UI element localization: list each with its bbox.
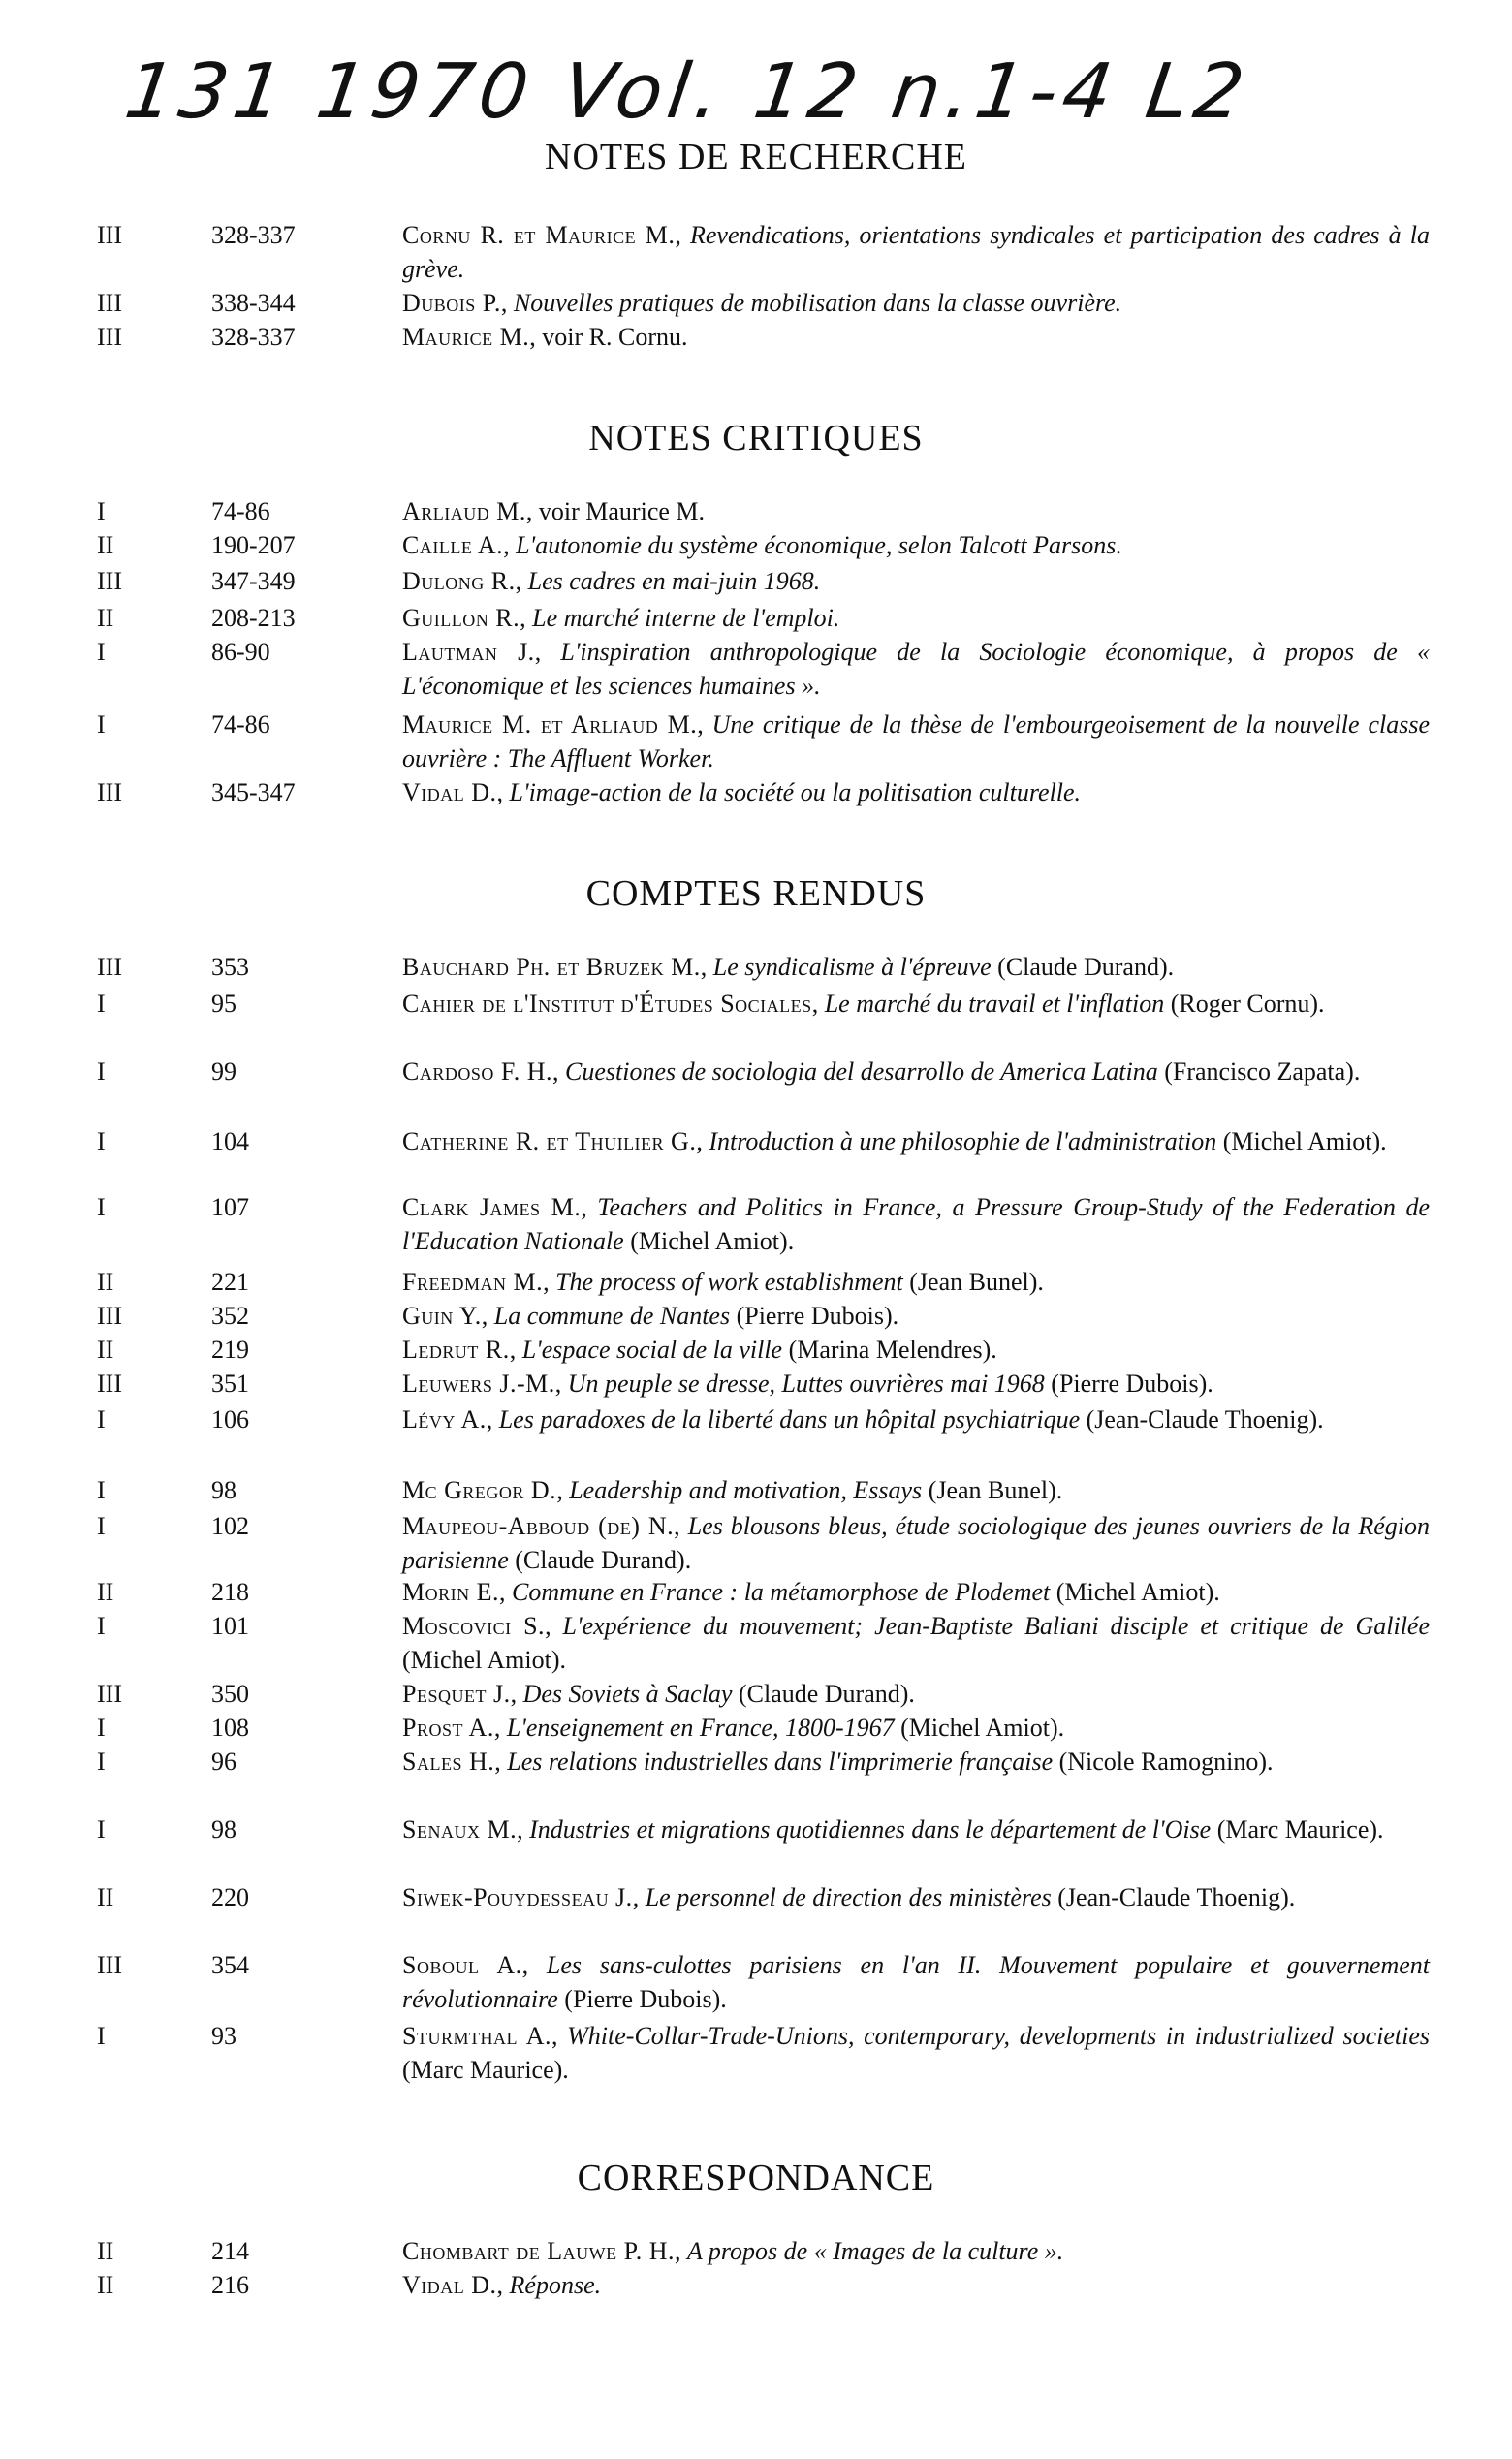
entry-text — [402, 1575, 1430, 1609]
author-name: Senaux M. — [402, 1815, 518, 1844]
reviewer-or-note: (Jean-Claude Thoenig). — [1051, 1883, 1296, 1911]
author-name: Bauchard Ph. et Bruzek M. — [402, 953, 701, 981]
section-title: NOTES DE RECHERCHE — [545, 137, 967, 177]
volume-number: III — [97, 289, 122, 317]
separator: , — [529, 323, 543, 351]
author-name: Maurice M. et Arliaud M. — [402, 710, 698, 739]
reviewer-or-note: (Jean Bunel). — [922, 1476, 1063, 1504]
volume-number: I — [97, 497, 106, 525]
page-range: 106 — [211, 1405, 249, 1434]
volume-number: II — [97, 2271, 114, 2299]
reviewer-or-note: (Michel Amiot). — [1050, 1578, 1220, 1606]
work-title: Les blousons bleus, étude sociologique des jeunes ouvriers de la Région parisienne — [402, 1512, 1431, 1574]
entry-text — [402, 708, 1430, 775]
volume-number: I — [97, 990, 106, 1018]
entry-text — [402, 1711, 1430, 1745]
reviewer-or-note: (Pierre Dubois). — [1044, 1370, 1213, 1398]
work-title: Un peuple se dresse, Luttes ouvrières mai 1968 — [567, 1370, 1045, 1398]
entry-text — [402, 528, 1430, 562]
page-range: 86-90 — [211, 638, 270, 666]
work-title: L'image-action de la société ou la politisation culturelle. — [509, 778, 1082, 806]
author-name: Freedman M. — [402, 1268, 544, 1296]
separator: , — [500, 289, 514, 317]
volume-number: II — [97, 604, 114, 632]
page-range: 102 — [211, 1512, 249, 1540]
author-name: Sales H. — [402, 1748, 495, 1776]
entry-text — [402, 2234, 1430, 2268]
work-title: Une critique de la thèse de l'embourgeoisement de la nouvelle classe ouvrière : The Affluent Worker. — [402, 710, 1430, 772]
handwritten-reference: 131 1970 Vol. 12 n.1-4 L2 — [119, 48, 1255, 136]
page-range: 219 — [211, 1336, 249, 1364]
volume-number: I — [97, 1815, 106, 1844]
author-name: Dulong R. — [402, 567, 516, 595]
author-name: Dubois P. — [402, 289, 501, 317]
reviewer-or-note: voir Maurice M. — [538, 497, 706, 525]
separator: , — [675, 221, 690, 249]
reviewer-or-note: (Claude Durand). — [991, 953, 1175, 981]
separator: , — [674, 2237, 687, 2265]
page-range: 107 — [211, 1193, 249, 1221]
reviewer-or-note: (Nicole Ramognino). — [1053, 1748, 1274, 1776]
volume-number: II — [97, 2237, 114, 2265]
volume-number: III — [97, 778, 122, 806]
entry-text — [402, 1265, 1430, 1299]
author-name: Cardoso F. H. — [402, 1057, 553, 1086]
author-name: Mc Gregor D. — [402, 1476, 557, 1504]
entry-text — [402, 2268, 1430, 2302]
page-range: 221 — [211, 1268, 249, 1296]
page-range: 93 — [211, 2022, 236, 2050]
volume-number: I — [97, 1714, 106, 1742]
reviewer-or-note: (Francisco Zapata). — [1157, 1057, 1361, 1086]
work-title: Cuestiones de sociologia del desarrollo de America Latina — [565, 1057, 1158, 1086]
entry-text — [402, 601, 1430, 635]
volume-number: III — [97, 323, 122, 351]
volume-number: III — [97, 221, 122, 249]
work-title: L'inspiration anthropologique de la Sociologie économique, à propos de « L'économique et les sciences humaines ». — [402, 638, 1430, 700]
volume-number: III — [97, 567, 122, 595]
page-range: 347-349 — [211, 567, 296, 595]
volume-number: II — [97, 531, 114, 559]
separator: , — [525, 497, 539, 525]
entry-text — [402, 1124, 1430, 1158]
volume-number: I — [97, 1748, 106, 1776]
entry-text — [402, 987, 1430, 1021]
entry-text — [402, 320, 1430, 354]
author-name: Pesquet J. — [402, 1680, 511, 1708]
reviewer-or-note: (Claude Durand). — [732, 1680, 915, 1708]
author-name: Clark James M. — [402, 1193, 582, 1221]
volume-number: III — [97, 1370, 122, 1398]
author-name: Ledrut R. — [402, 1336, 510, 1364]
separator: , — [510, 1680, 523, 1708]
volume-number: II — [97, 1268, 114, 1296]
entry-text — [402, 1367, 1430, 1401]
volume-number: III — [97, 953, 122, 981]
page-range: 104 — [211, 1127, 249, 1155]
author-name: Morin E. — [402, 1578, 499, 1606]
separator: , — [509, 1336, 522, 1364]
author-name: Maurice M. — [402, 323, 530, 351]
volume-number: I — [97, 1193, 106, 1221]
separator: , — [581, 1193, 598, 1221]
separator: , — [554, 1370, 568, 1398]
separator: , — [499, 1578, 512, 1606]
entry-text — [402, 1403, 1430, 1436]
separator: , — [545, 1612, 563, 1640]
separator: , — [696, 1127, 709, 1155]
work-title: Commune en France : la métamorphose de Plodemet — [512, 1578, 1051, 1606]
entry-text — [402, 635, 1430, 703]
entry-text — [402, 775, 1430, 809]
reviewer-or-note: (Marina Melendres). — [782, 1336, 997, 1364]
entry-text — [402, 1745, 1430, 1779]
entry-text — [402, 1509, 1430, 1577]
volume-number: I — [97, 1512, 106, 1540]
author-name: Arliaud M. — [402, 497, 526, 525]
section-title: COMPTES RENDUS — [585, 873, 927, 914]
author-name: Siwek-Pouydesseau J. — [402, 1883, 633, 1911]
reviewer-or-note: (Jean-Claude Thoenig). — [1080, 1405, 1324, 1434]
reviewer-or-note: (Pierre Dubois). — [557, 1985, 727, 2013]
work-title: Les relations industrielles dans l'imprimerie française — [507, 1748, 1054, 1776]
volume-number: I — [97, 1405, 106, 1434]
volume-number: III — [97, 1302, 122, 1330]
entry-text — [402, 950, 1430, 984]
author-name: Catherine R. et Thuilier G. — [402, 1127, 697, 1155]
author-name: Cahier de l'Institut d'Études Sociales — [402, 990, 812, 1018]
author-name: Chombart de Lauwe P. H. — [402, 2237, 675, 2265]
separator: , — [534, 638, 561, 666]
separator: , — [674, 1512, 688, 1540]
separator: , — [551, 2022, 568, 2050]
separator: , — [556, 1476, 570, 1504]
author-name: Vidal D. — [402, 2271, 497, 2299]
page-range: 351 — [211, 1370, 249, 1398]
volume-number: I — [97, 1127, 106, 1155]
entry-text — [402, 1677, 1430, 1711]
volume-number: II — [97, 1883, 114, 1911]
page-range: 98 — [211, 1476, 236, 1504]
section-title: NOTES CRITIQUES — [588, 418, 924, 458]
work-title: La commune de Nantes — [493, 1302, 731, 1330]
separator: , — [481, 1302, 494, 1330]
volume-number: I — [97, 710, 106, 739]
page-range: 345-347 — [211, 778, 296, 806]
reviewer-or-note: (Jean Bunel). — [902, 1268, 1044, 1296]
entry-text — [402, 1055, 1430, 1088]
entry-text — [402, 218, 1430, 286]
author-name: Maupeou-Abboud (de) N. — [402, 1512, 675, 1540]
separator: , — [811, 990, 825, 1018]
separator: , — [543, 1268, 556, 1296]
reviewer-or-note: (Michel Amiot). — [402, 1646, 566, 1674]
entry-text — [402, 494, 1430, 528]
work-title: Le personnel de direction des ministères — [645, 1883, 1052, 1911]
work-title: L'espace social de la ville — [521, 1336, 783, 1364]
volume-number: II — [97, 1336, 114, 1364]
separator: , — [503, 531, 517, 559]
author-name: Soboul A. — [402, 1951, 522, 1979]
author-name: Cornu R. et Maurice M. — [402, 221, 676, 249]
volume-number: I — [97, 1612, 106, 1640]
page-range: 350 — [211, 1680, 249, 1708]
section-title: CORRESPONDANCE — [577, 2158, 935, 2198]
work-title: Industries et migrations quotidiennes dans le département de l'Oise — [529, 1815, 1212, 1844]
reviewer-or-note: (Michel Amiot). — [1216, 1127, 1387, 1155]
work-title: Le marché du travail et l'inflation — [824, 990, 1165, 1018]
author-name: Guin Y. — [402, 1302, 482, 1330]
volume-number: III — [97, 1951, 122, 1979]
work-title: Des Soviets à Saclay — [522, 1680, 733, 1708]
work-title: Nouvelles pratiques de mobilisation dans la classe ouvrière. — [513, 289, 1122, 317]
work-title: L'enseignement en France, 1800-1967 — [506, 1714, 895, 1742]
work-title: Revendications, orientations syndicales et participation des cadres à la grève. — [402, 221, 1430, 283]
page-range: 190-207 — [211, 531, 296, 559]
page-range: 328-337 — [211, 221, 296, 249]
entry-text — [402, 564, 1430, 598]
entry-text — [402, 1813, 1430, 1846]
separator: , — [496, 778, 510, 806]
entry-text — [402, 1190, 1430, 1258]
work-title: Introduction à une philosophie de l'administration — [709, 1127, 1217, 1155]
page-range: 214 — [211, 2237, 249, 2265]
page-range: 101 — [211, 1612, 249, 1640]
separator: , — [697, 710, 712, 739]
page-range: 352 — [211, 1302, 249, 1330]
entry-text — [402, 1948, 1430, 2016]
work-title: The process of work establishment — [555, 1268, 903, 1296]
work-title: White-Collar-Trade-Unions, contemporary, developments in industrialized societies — [567, 2022, 1430, 2050]
author-name: Leuwers J.-M. — [402, 1370, 555, 1398]
reviewer-or-note: (Michel Amiot). — [623, 1227, 795, 1255]
page-range: 74-86 — [211, 497, 270, 525]
work-title: A propos de « Images de la culture ». — [686, 2237, 1064, 2265]
author-name: Prost A. — [402, 1714, 494, 1742]
separator: , — [632, 1883, 646, 1911]
entry-text — [402, 2019, 1430, 2087]
page-range: 95 — [211, 990, 236, 1018]
page-range: 99 — [211, 1057, 236, 1086]
work-title: Les paradoxes de la liberté dans un hôpital psychiatrique — [498, 1405, 1081, 1434]
entry-text — [402, 1609, 1430, 1677]
entry-text — [402, 1299, 1430, 1333]
separator: , — [520, 604, 533, 632]
separator: , — [493, 1714, 507, 1742]
entry-text — [402, 1473, 1430, 1507]
work-title: Les sans-culottes parisiens en l'an II. Mouvement populaire et gouvernement révolutionnaire — [402, 1951, 1430, 2013]
separator: , — [521, 1951, 547, 1979]
author-name: Lévy A. — [402, 1405, 487, 1434]
separator: , — [494, 1748, 508, 1776]
page-range: 218 — [211, 1578, 249, 1606]
work-title: Les cadres en mai-juin 1968. — [527, 567, 821, 595]
entry-text — [402, 286, 1430, 320]
author-name: Guillon R. — [402, 604, 520, 632]
reviewer-or-note: (Pierre Dubois). — [730, 1302, 899, 1330]
work-title: L'expérience du mouvement; Jean-Baptiste Baliani disciple et critique de Galilée — [562, 1612, 1431, 1640]
reviewer-or-note: (Roger Cornu). — [1164, 990, 1325, 1018]
author-name: Moscovici S. — [402, 1612, 546, 1640]
page-range: 96 — [211, 1748, 236, 1776]
entry-text — [402, 1333, 1430, 1367]
page-range: 338-344 — [211, 289, 296, 317]
separator: , — [496, 2271, 510, 2299]
page-range: 353 — [211, 953, 249, 981]
reviewer-or-note: voir R. Cornu. — [542, 323, 688, 351]
page-range: 74-86 — [211, 710, 270, 739]
volume-number: I — [97, 1057, 106, 1086]
reviewer-or-note: (Claude Durand). — [508, 1546, 692, 1574]
volume-number: II — [97, 1578, 114, 1606]
author-name: Caille A. — [402, 531, 504, 559]
page-range: 328-337 — [211, 323, 296, 351]
volume-number: I — [97, 2022, 106, 2050]
page-range: 220 — [211, 1883, 249, 1911]
separator: , — [552, 1057, 566, 1086]
author-name: Sturmthal A. — [402, 2022, 551, 2050]
separator: , — [515, 567, 528, 595]
work-title: Le syndicalisme à l'épreuve — [712, 953, 992, 981]
page-range: 354 — [211, 1951, 249, 1979]
entry-text — [402, 1880, 1430, 1914]
separator: , — [486, 1405, 499, 1434]
page-range: 108 — [211, 1714, 249, 1742]
work-title: Leadership and motivation, Essays — [569, 1476, 923, 1504]
separator: , — [700, 953, 713, 981]
reviewer-or-note: (Michel Amiot). — [894, 1714, 1065, 1742]
page-range: 98 — [211, 1815, 236, 1844]
reviewer-or-note: (Marc Maurice). — [1211, 1815, 1384, 1844]
work-title: Le marché interne de l'emploi. — [532, 604, 840, 632]
volume-number: I — [97, 1476, 106, 1504]
volume-number: III — [97, 1680, 122, 1708]
page-range: 216 — [211, 2271, 249, 2299]
page-range: 208-213 — [211, 604, 296, 632]
author-name: Lautman J. — [402, 638, 535, 666]
separator: , — [517, 1815, 530, 1844]
work-title: Teachers and Politics in France, a Pressure Group-Study of the Federation de l'Education Nationale — [402, 1193, 1430, 1255]
work-title: L'autonomie du système économique, selon Talcott Parsons. — [516, 531, 1122, 559]
author-name: Vidal D. — [402, 778, 497, 806]
work-title: Réponse. — [509, 2271, 602, 2299]
reviewer-or-note: (Marc Maurice). — [402, 2056, 569, 2084]
volume-number: I — [97, 638, 106, 666]
